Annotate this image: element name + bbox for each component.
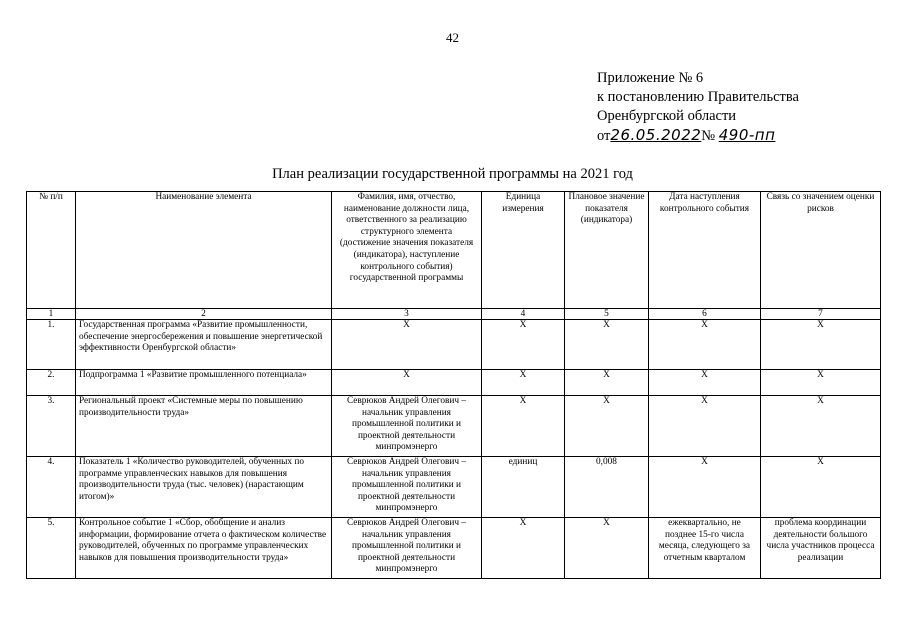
appendix-line-1: Приложение № 6 [597, 70, 704, 86]
appendix-date-line [597, 126, 799, 146]
row-value: X [565, 320, 649, 370]
table-row [27, 518, 881, 579]
row-responsible: Севрюков Андрей Олегович – начальник управления промышленной политики и проектной деятельности минпромэнерго [332, 396, 482, 457]
row-date: ежеквартально, не позднее 15-го числа месяца, следующего за отчетным кварталом [649, 518, 761, 579]
header-name: Наименование элемента [76, 192, 332, 309]
row-unit: X [482, 518, 565, 579]
row-name: Государственная программа «Развитие промышленности, обеспечение энергосбережения и повышение энергетической эффективности Оренбургской области» [76, 320, 332, 370]
row-responsible: X [332, 370, 482, 396]
date-prefix: от [597, 128, 611, 144]
row-value: 0,008 [565, 457, 649, 518]
table-row [27, 396, 881, 457]
header-risk: Связь со значением оценки рисков [761, 192, 881, 309]
row-num: 1. [27, 320, 76, 370]
row-risk: X [761, 320, 881, 370]
number-prefix: № [701, 128, 716, 144]
row-num: 3. [27, 396, 76, 457]
row-name: Контрольное событие 1 «Сбор, обобщение и анализ информации, формирование отчета о фактическом количестве руководителей, обученных по программе управленческих навыков для повышения производительности труда» [76, 518, 332, 579]
header-row [27, 192, 881, 309]
table-row [27, 320, 881, 370]
row-responsible: Севрюков Андрей Олегович – начальник управления промышленной политики и проектной деятельности минпромэнерго [332, 457, 482, 518]
row-risk: проблема координации деятельности большого числа участников процесса реализации [761, 518, 881, 579]
plan-table [26, 191, 881, 579]
document-title: План реализации государственной программы на 2021 год [272, 166, 633, 182]
column-number: 4 [482, 309, 565, 320]
handwritten-number: 490-пп [718, 126, 776, 144]
table-row [27, 370, 881, 396]
row-value: X [565, 518, 649, 579]
appendix-block [597, 69, 799, 146]
column-number-row [27, 309, 881, 320]
row-unit: X [482, 320, 565, 370]
row-name: Региональный проект «Системные меры по повышению производительности труда» [76, 396, 332, 457]
appendix-line-2: к постановлению Правительства [597, 89, 799, 105]
row-value: X [565, 396, 649, 457]
row-unit: X [482, 370, 565, 396]
header-responsible: Фамилия, имя, отчество, наименование должности лица, ответственного за реализацию структурного элемента (достижение значения показателя (индикатора), наступление контрольного события) государственной программы [332, 192, 482, 309]
row-date: X [649, 457, 761, 518]
row-date: X [649, 320, 761, 370]
appendix-line-3: Оренбургской области [597, 108, 737, 124]
row-unit: X [482, 396, 565, 457]
row-unit: единиц [482, 457, 565, 518]
row-risk: X [761, 370, 881, 396]
column-number: 6 [649, 309, 761, 320]
row-num: 4. [27, 457, 76, 518]
row-risk: X [761, 396, 881, 457]
column-number: 2 [76, 309, 332, 320]
row-name: Подпрограмма 1 «Развитие промышленного потенциала» [76, 370, 332, 396]
column-number: 5 [565, 309, 649, 320]
row-risk: X [761, 457, 881, 518]
row-name: Показатель 1 «Количество руководителей, обученных по программе управленческих навыков для повышения производительности труда (тыс. человек) (нарастающим итогом)» [76, 457, 332, 518]
column-number: 7 [761, 309, 881, 320]
table-row [27, 457, 881, 518]
handwritten-date: 26.05.2022 [610, 126, 702, 144]
row-date: X [649, 396, 761, 457]
column-number: 3 [332, 309, 482, 320]
row-responsible: X [332, 320, 482, 370]
row-num: 5. [27, 518, 76, 579]
header-date: Дата наступления контрольного события [649, 192, 761, 309]
header-value: Плановое значение показателя (индикатора) [565, 192, 649, 309]
row-date: X [649, 370, 761, 396]
header-num: № п/п [27, 192, 76, 309]
page-number: 42 [446, 30, 459, 45]
row-responsible: Севрюков Андрей Олегович – начальник управления промышленной политики и проектной деятельности минпромэнерго [332, 518, 482, 579]
header-unit: Единица измерения [482, 192, 565, 309]
column-number: 1 [27, 309, 76, 320]
row-value: X [565, 370, 649, 396]
row-num: 2. [27, 370, 76, 396]
